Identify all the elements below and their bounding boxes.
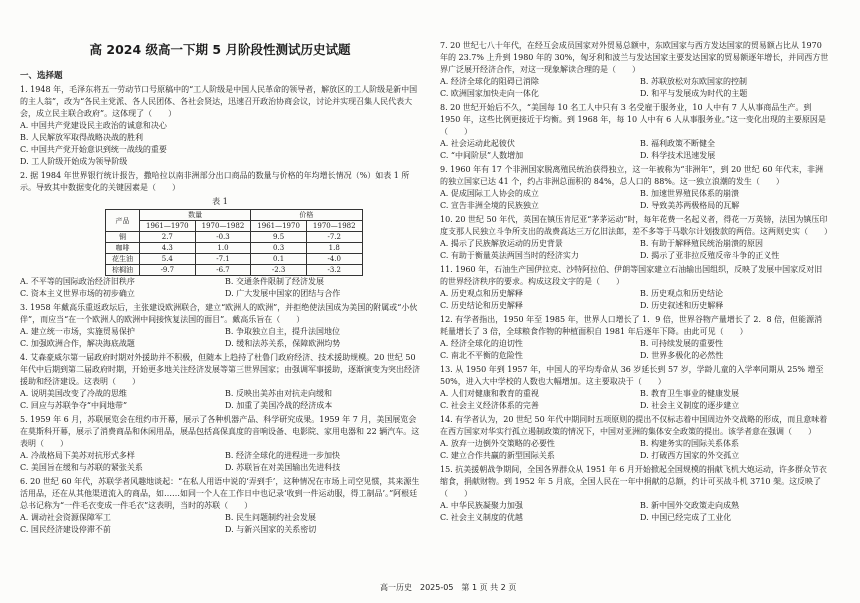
question-stem: 7. 20 世纪七八十年代，在经互会成员国家对外贸易总额中，东欧国家与西方发达国家的贸易额占比从 1970 年的 23.7% 上升到 1980 年的 30%，匈牙利和波兰与发达国家主要发达国家的贸易额逐年增长，并同西方世界广泛展开经济合作，对这一现象解读合理的是（ ） (440, 41, 829, 74)
question (20, 302, 420, 350)
question (440, 414, 830, 462)
answer-option: B. 有助于解释殖民统治崩溃的原因 (640, 239, 763, 248)
answer-option: B. 苏联放松对东欧国家的控制 (640, 77, 747, 86)
answer-option: A. 经济全球化的迫切性 (440, 339, 523, 348)
answer-option: D. 历史叙述和历史解释 (640, 301, 724, 310)
question (20, 414, 420, 474)
answer-option: D. 揭示了亚非拉反殖反帝斗争的正义性 (640, 251, 780, 260)
answer-option: C. 有助于衡量英法两国当时的经济实力 (440, 251, 579, 260)
answer-option: C. 加强欧洲合作，解决海底战题 (20, 339, 135, 348)
answer-option: D. 导致美苏两极格局的瓦解 (640, 201, 740, 210)
answer-option: D. 世界多极化的必然性 (640, 351, 724, 360)
question-list-a (20, 84, 420, 194)
option-group (20, 276, 420, 300)
answer-option: C. 中国共产党开始意识到统一战线的重要 (20, 145, 167, 154)
table-row (106, 232, 363, 243)
answer-option: C. 回应与苏联争夺“中间地带” (20, 401, 128, 410)
table-cell: -9.7 (140, 265, 196, 276)
question-list-b (20, 276, 420, 536)
answer-option: C. “中间阶层”人数增加 (440, 151, 524, 160)
answer-option: B. 新中国外交政策走向成熟 (640, 501, 739, 510)
table-cell: 1.0 (195, 243, 251, 254)
answer-option: B. 教育卫生事业的健康发展 (640, 389, 739, 398)
table-cell: 5.4 (140, 254, 196, 265)
table-cell: -0.3 (195, 232, 251, 243)
question (440, 102, 830, 162)
question-stem: 5. 1959 年 6 月，苏联展览会在纽约市开幕，展示了各种机器产品、科学研究成果。1959 年 7 月，美国展览会在莫斯科开幕，展示了消费商品和休闲用品，展品包括高保真度的音响设备、电影院、家用电器和 22 辆汽车。这表明（ ） (20, 415, 420, 448)
table-cell: 0.1 (251, 254, 307, 265)
answer-option: A. 建立统一市场，实施贸易保护 (20, 327, 135, 336)
table-period-row (106, 221, 363, 232)
table-cell: 0.3 (251, 243, 307, 254)
table-row (106, 265, 363, 276)
answer-option: C. 欧洲国家加快走向一体化 (440, 89, 539, 98)
table-cell: 2.7 (140, 232, 196, 243)
answer-option: A. 社会运动此起彼伏 (440, 139, 515, 148)
table-caption: 表 1 (212, 197, 228, 206)
right-column (440, 40, 830, 526)
question (440, 364, 830, 412)
answer-option: B. 反映出美苏由对抗走向缓和 (225, 389, 332, 398)
answer-option: B. 民生问题制约社会发展 (225, 513, 316, 522)
answer-option: A. 人们对健康和教育的重视 (440, 389, 539, 398)
option-group (20, 388, 420, 412)
question-stem: 12. 有学者指出，1950 年至 1985 年，世界人口增长了 1．9 倍，世界谷物产量增长了 2．8 倍，但能源消耗量增长了 3 倍，全球粮食作物的种植面积自 1981 年后逐年下降。由此可见（ ） (440, 315, 823, 336)
question (20, 476, 420, 536)
answer-option: A. 中华民族凝聚力加强 (440, 501, 523, 510)
table-period: 1970—1982 (195, 221, 251, 232)
answer-option: A. 揭示了民族解放运动的历史背景 (440, 239, 563, 248)
table-body (106, 232, 363, 276)
option-group (440, 238, 830, 262)
table-header-product: 产品 (106, 210, 140, 232)
answer-option: B. 加速世界殖民体系的崩溃 (640, 189, 739, 198)
answer-option: D. 与新兴国家的关系密切 (225, 525, 317, 534)
answer-option: D. 广大发展中国家的团结与合作 (225, 289, 341, 298)
answer-option: A. 放弃一边倒外交策略的必要性 (440, 439, 555, 448)
answer-option: B. 人民解放军取得战略决战的胜利 (20, 133, 143, 142)
question (440, 314, 830, 362)
option-group (440, 438, 830, 462)
answer-option: D. 打破西方国家的外交孤立 (640, 451, 740, 460)
answer-option: C. 建立合作共赢的新型国际关系 (440, 451, 555, 460)
option-group (440, 288, 830, 312)
answer-option: A. 冷战格局下美苏对抗形式多样 (20, 451, 135, 460)
section-heading: 一、选择题 (20, 71, 63, 81)
answer-option: B. 争取独立自主，提升法国地位 (225, 327, 340, 336)
option-group (440, 188, 830, 212)
answer-option: D. 工人阶级开始成为领导阶级 (20, 157, 128, 166)
question-stem: 4. 艾森豪威尔第一届政府时期对外援助并不积极，但随本上趋持了杜鲁门政府经济、技术援助规模。20 世纪 50 年代中后期到第二届政府时期，开始更多地关注经济发展等第三世界国家；由强调军事援助，逐渐演变为突出经济援助和经济建设。这表明（ ） (20, 353, 420, 386)
answer-option: B. 经济全球化的进程进一步加快 (225, 451, 340, 460)
answer-option: C. 宣告非洲全境的民族独立 (440, 201, 539, 210)
question (20, 84, 420, 168)
question (440, 464, 830, 524)
answer-option: B. 历史观点和历史结论 (640, 289, 723, 298)
answer-option: A. 历史观点和历史解释 (440, 289, 523, 298)
answer-option: B. 构建务实的国际关系体系 (640, 439, 739, 448)
answer-option: C. 美国旨在缓和与苏联的紧张关系 (20, 463, 143, 472)
answer-option: A. 经济全球化的阻碍已消除 (440, 77, 539, 86)
table-period: 1961—1970 (140, 221, 196, 232)
question-stem: 13. 从 1950 年到 1957 年，中国人的平均寿命从 36 岁延长到 57 岁，学龄儿童的入学率同期从 25% 增至 50%，进入大中学校的人数也大幅增加。这主要取决于（ ） (440, 365, 824, 386)
table-cell: -7.2 (306, 232, 362, 243)
table-row (106, 254, 363, 265)
option-group (440, 500, 830, 524)
table-period: 1961—1970 (251, 221, 307, 232)
answer-option: A. 不平等的国际政治经济旧秩序 (20, 277, 135, 286)
left-column (20, 70, 420, 538)
option-group (440, 76, 830, 100)
answer-option: A. 说明美国改变了冷战的思维 (20, 389, 127, 398)
question (440, 164, 830, 212)
table-cell: -2.3 (251, 265, 307, 276)
answer-option: C. 南北不平衡的危险性 (440, 351, 523, 360)
answer-option: D. 和平与发展成为时代的主题 (640, 89, 748, 98)
page-footer: 高一历史 2025-05 第 1 页 共 2 页 (380, 583, 517, 592)
table-header-qty: 数量 (140, 210, 251, 221)
table-cell: 1.8 (306, 243, 362, 254)
answer-option: B. 福利政策不断健全 (640, 139, 715, 148)
answer-option: C. 社会主义制度的优越 (440, 513, 523, 522)
question-list-right (440, 40, 830, 524)
answer-option: C. 资本主义世界市场的初步确立 (20, 289, 135, 298)
answer-option: D. 苏联旨在对美国输出先进科技 (225, 463, 341, 472)
answer-option: A. 促成国际工人协会的成立 (440, 189, 539, 198)
table-cell: 咖啡 (106, 243, 140, 254)
question (20, 276, 420, 300)
table-cell: 棕榈油 (106, 265, 140, 276)
answer-option: C. 国民经济建设停滞不前 (20, 525, 111, 534)
answer-option: B. 可持续发展的重要性 (640, 339, 723, 348)
question-stem: 9. 1960 年有 17 个非洲国家脱离殖民统治获得独立，这一年被称为“非洲年”，到 20 世纪 60 年代末，非洲的独立国家已达 41 个，约占非洲总面积的 84%，总人口的 88%。这一独立浪潮的发生（ ） (440, 165, 824, 186)
question-stem: 15. 抗美援朝战争期间，全国各界群众从 1951 年 6 月开始掀起全国规模的捐献飞机大炮运动，许多群众节衣缩食，捐献财物。到 1952 年 5 月底，全国人民在一年中捐献的总额，约计可买战斗机 3710 架。这反映了（ ） (440, 465, 827, 498)
option-group (20, 120, 420, 168)
table-row (106, 243, 363, 254)
option-group (20, 326, 420, 350)
question-stem: 2. 据 1984 年世界银行统计报告，撒哈拉以南非洲部分出口商品的数量与价格的年均增长情况（%）如表 1 所示。导致其中数据变化的关键因素是（ ） (20, 171, 410, 192)
question (20, 170, 420, 194)
table-cell: 4.3 (140, 243, 196, 254)
option-group (20, 450, 420, 474)
table-header-price: 价格 (251, 210, 362, 221)
question (440, 40, 830, 100)
table-cell: -3.2 (306, 265, 362, 276)
table-header-row (106, 210, 363, 221)
table-cell: 9.5 (251, 232, 307, 243)
table-cell: -6.7 (195, 265, 251, 276)
table-cell: 花生油 (106, 254, 140, 265)
question-stem: 8. 20 世纪开始后不久，“美国每 10 名工人中只有 3 名受雇于服务业，10 人中有 7 人从事商品生产。到 1950 年，这些比例更接近于均衡。到 1968 年，每 10 人中有 6 人从事服务业。”这一变化出现的主要原因是（ ） (440, 103, 826, 136)
answer-option: D. 社会主义制度的逐步建立 (640, 401, 740, 410)
option-group (440, 388, 830, 412)
question-stem: 11. 1960 年，石油生产国伊拉克、沙特阿拉伯、伊朗等国家建立石油输出国组织，反映了发展中国家反对旧的世界经济秩序的要求。构成这段文字的是（ ） (440, 265, 823, 286)
data-table (105, 209, 363, 276)
answer-option: B. 交通条件限制了经济发展 (225, 277, 324, 286)
question-stem: 10. 20 世纪 50 年代，英国在镇压肯尼亚“茅茅运动”时，每年花费一名起义者，得花一万英镑，法国为镇压印度支那人民独立斗争所支出的战费高达三万亿旧法郎，差不多等于马歇尔计划拨款的两倍。这两则史实（ ） (440, 215, 832, 236)
question (20, 352, 420, 412)
option-group (440, 138, 830, 162)
table-cell: 铜 (106, 232, 140, 243)
answer-option: C. 社会主义经济体系的完善 (440, 401, 539, 410)
option-group (20, 512, 420, 536)
table-cell: -4.0 (306, 254, 362, 265)
question-stem: 3. 1958 年戴高乐重返政坛后，主张建设欧洲联合，建立“欧洲人的欧洲”，并拒绝使法国成为美国的附属或“小伙伴”，而应当“在一个欧洲人的欧洲中间接恢复法国的面目”。戴高乐旨在（ ） (20, 303, 418, 324)
answer-option: D. 缓和法苏关系，保障欧洲均势 (225, 339, 341, 348)
table-cell: -7.1 (195, 254, 251, 265)
table-period: 1970—1982 (306, 221, 362, 232)
question-stem: 14. 有学者认为，20 世纪 50 年代中期同时五项原则的提出不仅标志着中国周边外交战略的形成，而且意味着在西方国家对华实行孤立遏制政策的情况下，中国对亚洲的集体安全政策的提出。该学者意在强调（ ） (440, 415, 828, 436)
answer-option: A. 调动社会资源保障军工 (20, 513, 111, 522)
question-stem: 6. 20 世纪 60 年代，苏联学者风趣地谈起：“在私人用语中说的‘弄到手’，这种情况在市场上司空见惯，其来源生活用品，还在从其他渠道流入的商品，如……如同一个人在工作日中也记录‘收到一件运动服，得工制品’。”阿根廷总书记称为“一件毛衣变成一件毛衣”这表明，当时的苏联（ ） (20, 477, 420, 510)
answer-option: D. 中国已经完成了工业化 (640, 513, 732, 522)
question (440, 214, 830, 262)
answer-option: D. 科学技术迅速发展 (640, 151, 716, 160)
answer-option: A. 中国共产党建设民主政治的诚意和决心 (20, 121, 167, 130)
question (440, 264, 830, 312)
exam-title: 高 2024 级高一下期 5 月阶段性测试历史试题 (89, 42, 351, 57)
option-group (440, 338, 830, 362)
answer-option: C. 历史结论和历史解释 (440, 301, 523, 310)
question-stem: 1. 1948 年，毛泽东将五一劳动节口号原稿中的“工人阶级是中国人民革命的领导者，解放区的工人阶级是新中国的主人翁”，改为“各民主党派、各人民团体、各社会贤达，迅速召开政治协商会议，讨论并实现召集人民代表大会，成立民主联合政府”。这体现了（ ） (20, 85, 418, 118)
answer-option: D. 加重了美国冷战的经济成本 (225, 401, 333, 410)
